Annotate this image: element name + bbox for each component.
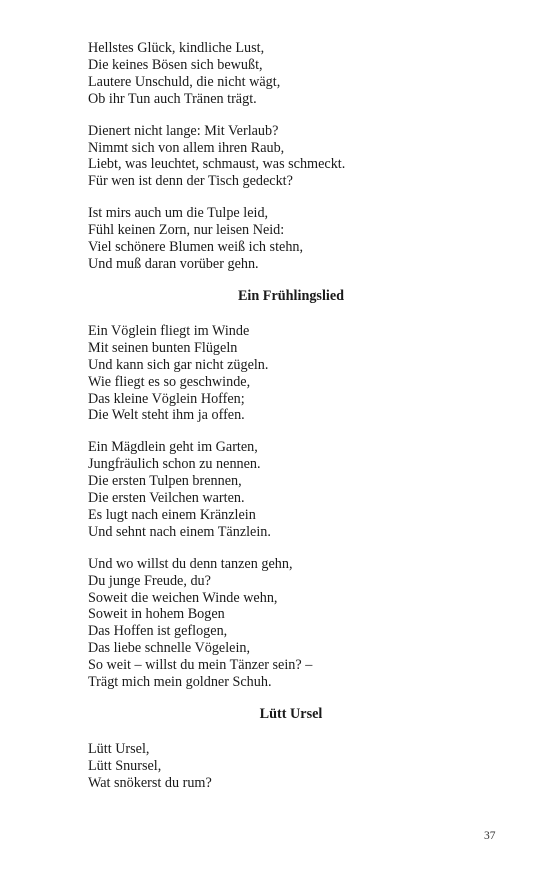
poem-line: Nimmt sich von allem ihren Raub, [88, 139, 285, 156]
poem-line: Hellstes Glück, kindliche Lust, [88, 40, 265, 56]
stanza [88, 40, 488, 108]
poem-line: So weit – willst du mein Tänzer sein? – [88, 657, 313, 674]
poem-line: Jungfräulich schon zu nennen. [88, 456, 261, 473]
poem-line: Und kann sich gar nicht zügeln. [88, 356, 269, 373]
poem-title: Ein Frühlingslied [237, 287, 345, 304]
stanza [88, 323, 488, 424]
stanza [88, 439, 488, 540]
poem-line: Und wo willst du denn tanzen gehn, [88, 555, 293, 572]
poem-line: Wat snökerst du rum? [88, 774, 212, 791]
poem-line: Lütt Snursel, [88, 757, 162, 774]
stanza [88, 556, 488, 691]
poem-line: Und sehnt nach einem Tänzlein. [88, 523, 271, 540]
poem-line: Soweit in hohem Bogen [88, 606, 225, 623]
poem-line: Das liebe schnelle Vögelein, [88, 640, 251, 657]
stanza [88, 741, 488, 792]
page-number: 37 [484, 830, 496, 842]
poem-line: Die keines Bösen sich bewußt, [88, 56, 263, 73]
poem-line: Für wen ist denn der Tisch gedeckt? [88, 173, 293, 190]
poem-line: Mit seinen bunten Flügeln [88, 339, 238, 356]
poem-line: Die ersten Veilchen warten. [88, 490, 245, 507]
poem-line: Fühl keinen Zorn, nur leisen Neid: [88, 222, 285, 239]
poem-line: Wie fliegt es so geschwinde, [88, 373, 251, 390]
poem-line: Lautere Unschuld, die nicht wägt, [88, 73, 281, 90]
poem-line: Ein Mägdlein geht im Garten, [88, 439, 258, 456]
stanza [88, 123, 488, 191]
poem-line: Die ersten Tulpen brennen, [88, 473, 242, 490]
poem-line: Soweit die weichen Winde wehn, [88, 589, 278, 606]
poem-page [88, 40, 488, 807]
poem-line: Dienert nicht lange: Mit Verlaub? [88, 122, 279, 139]
poem-line: Viel schönere Blumen weiß ich stehn, [88, 239, 304, 256]
poem-line: Lütt Ursel, [88, 741, 150, 757]
poem-line: Liebt, was leuchtet, schmaust, was schmeckt. [88, 156, 346, 173]
poem-line: Es lugt nach einem Kränzlein [88, 506, 256, 523]
poem-title: Lütt Ursel [259, 706, 323, 722]
poem-line: Ist mirs auch um die Tulpe leid, [88, 205, 269, 222]
poem-line: Das kleine Vöglein Hoffen; [88, 390, 245, 407]
poem-line: Trägt mich mein goldner Schuh. [88, 674, 272, 691]
poem-line: Die Welt steht ihm ja offen. [88, 407, 245, 424]
poem-line: Und muß daran vorüber gehn. [88, 255, 259, 272]
poem-line: Das Hoffen ist geflogen, [88, 623, 228, 640]
poem-line: Du junge Freude, du? [88, 572, 211, 589]
poem-line: Ob ihr Tun auch Tränen trägt. [88, 90, 257, 107]
poem-line: Ein Vöglein fliegt im Winde [88, 322, 250, 339]
stanza [88, 205, 488, 273]
